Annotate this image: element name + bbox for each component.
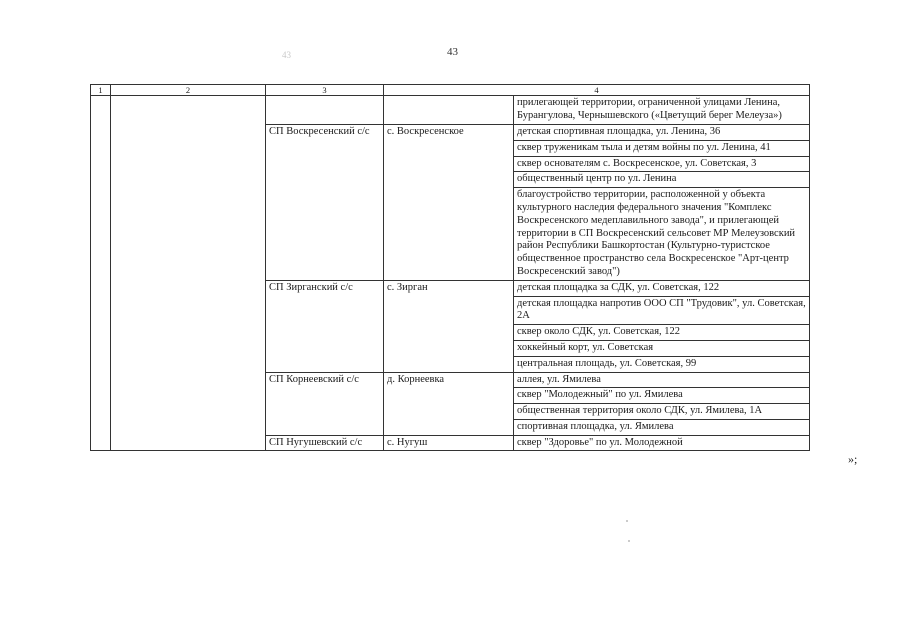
object-cell: сквер "Молодежный" по ул. Ямилева [514,388,810,404]
object-cell: благоустройство территории, расположенной у объекта культурного наследия федерального значения "Комплекс Воскресенского медеплавильного завода", и прилегающей территории в СП Воскресенский сельсовет МР Мелеузовский район Республики Башкортостан (Культурно-туристское общественное пространство села Воскресенское "Арт-центр Воскресенский завод") [514,188,810,281]
header-col-4: 4 [384,85,810,96]
object-cell: центральная площадь, ул. Советская, 99 [514,356,810,372]
locality-cell: д. Корнеевка [384,372,514,435]
object-cell: детская площадка напротив ООО СП "Трудовик", ул. Советская, 2А [514,296,810,325]
object-cell: хоккейный корт, ул. Советская [514,340,810,356]
object-cell: общественная территория около СДК, ул. Ямилева, 1А [514,404,810,420]
faint-page-mark: 43 [282,50,291,60]
object-cell: сквер труженикам тыла и детям войны по ул. Ленина, 41 [514,140,810,156]
settlement-cell: СП Зирганский с/с [266,280,384,372]
col1-empty [91,96,111,451]
settlement-cell [266,96,384,125]
table-row [91,96,810,125]
object-cell: сквер основателям с. Воскресенское, ул. Советская, 3 [514,156,810,172]
object-cell: спортивная площадка, ул. Ямилева [514,419,810,435]
objects-table [90,84,810,451]
object-cell: прилегающей территории, ограниченной улицами Ленина, Бурангулова, Чернышевского («Цветущий берег Мелеуза») [514,96,810,125]
object-cell: сквер около СДК, ул. Советская, 122 [514,325,810,341]
col2-empty [111,96,266,451]
object-cell: детская спортивная площадка, ул. Ленина, 36 [514,124,810,140]
object-cell: аллея, ул. Ямилева [514,372,810,388]
settlement-cell: СП Воскресенский с/с [266,124,384,280]
header-col-3: 3 [266,85,384,96]
settlement-cell: СП Нугушевский с/с [266,435,384,451]
object-cell: общественный центр по ул. Ленина [514,172,810,188]
locality-cell [384,96,514,125]
page-number: 43 [447,46,458,58]
object-cell: сквер "Здоровье" по ул. Молодежной [514,435,810,451]
object-cell: детская площадка за СДК, ул. Советская, 122 [514,280,810,296]
locality-cell: с. Воскресенское [384,124,514,280]
scan-speck [628,540,630,542]
locality-cell: с. Нугуш [384,435,514,451]
locality-cell: с. Зирган [384,280,514,372]
closing-quote-mark: »; [848,452,858,466]
header-col-1: 1 [91,85,111,96]
header-row [91,85,810,96]
settlement-cell: СП Корнеевский с/с [266,372,384,435]
scan-speck [626,520,628,522]
header-col-2: 2 [111,85,266,96]
